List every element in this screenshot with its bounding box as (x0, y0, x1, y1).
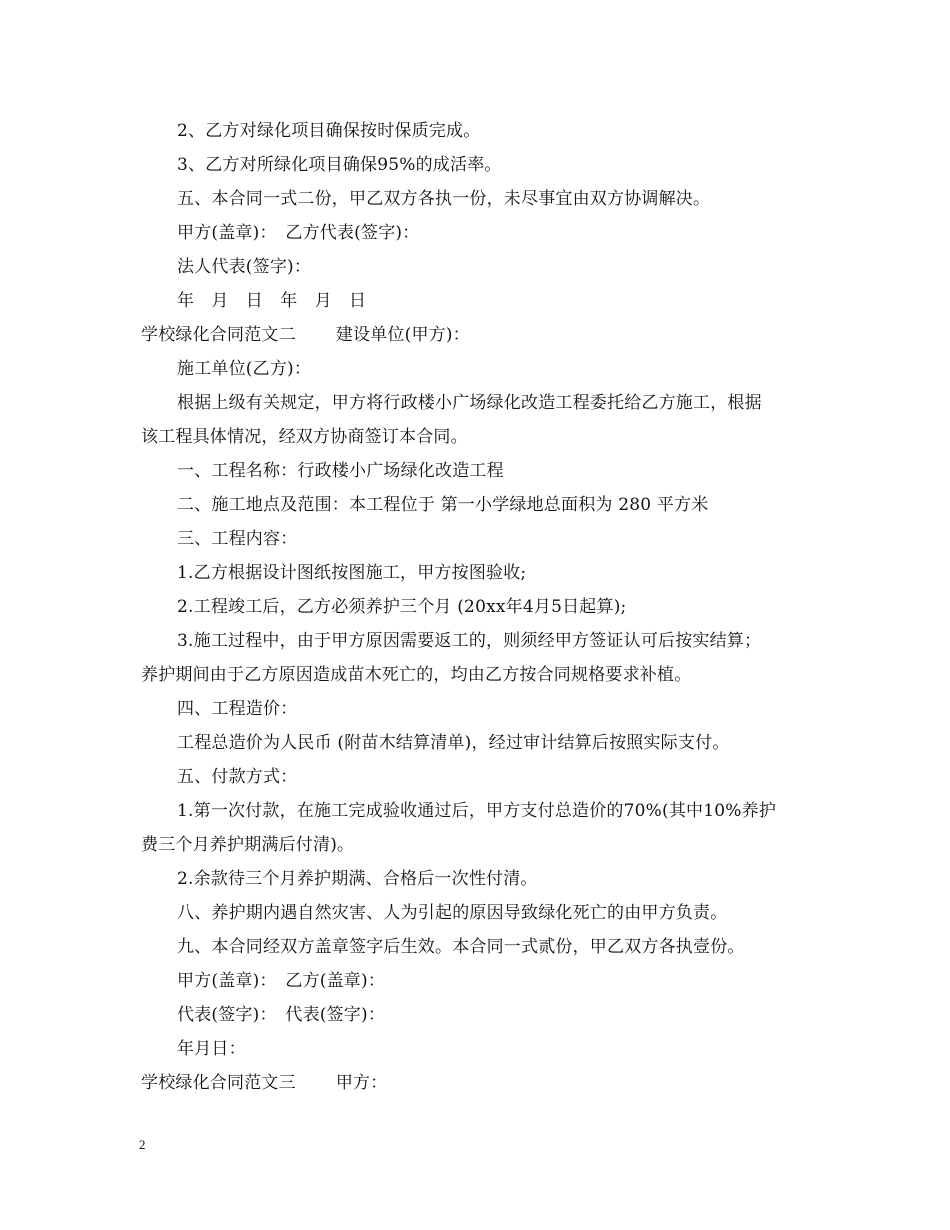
clause-line: 三、工程内容： (177, 529, 298, 549)
clause-line: 工程总造价为人民币 (附苗木结算清单)，经过审计结算后按照实际支付。 (177, 733, 730, 753)
clause-line: 1.第一次付款，在施工完成验收通过后，甲方支付总造价的70%(其中10%养护 (177, 801, 777, 821)
clause-line: 2.余款待三个月养护期满、合格后一次性付清。 (177, 869, 538, 889)
clause-line: 2.工程竣工后，乙方必须养护三个月 (20xx年4月5日起算); (177, 597, 627, 617)
signature-line: 代表(签字)： 代表(签字)： (177, 1005, 386, 1025)
section-title: 学校绿化合同范文二 (141, 325, 296, 345)
party-a-label: 甲方： (335, 1073, 388, 1093)
signature-line: 甲方(盖章)： 乙方(盖章)： (177, 971, 386, 991)
paragraph-line: 根据上级有关规定，甲方将行政楼小广场绿化改造工程委托给乙方施工，根据 (177, 393, 762, 413)
body-line: 五、本合同一式二份，甲乙双方各执一份，未尽事宜由双方协调解决。 (177, 189, 711, 209)
signature-line: 甲方(盖章)： 乙方代表(签字)： (177, 223, 420, 243)
section-title: 学校绿化合同范文三 (141, 1073, 296, 1093)
clause-line: 养护期间由于乙方原因造成苗木死亡的，均由乙方按合同规格要求补植。 (141, 665, 692, 685)
clause-line: 3.施工过程中，由于甲方原因需要返工的，则须经甲方签证认可后按实结算； (177, 631, 762, 651)
party-a-label: 建设单位(甲方)： (335, 325, 470, 345)
date-line: 年 月 日 年 月 日 (177, 291, 367, 311)
section-title-line (141, 1072, 387, 1094)
clause-line: 1.乙方根据设计图纸按图施工，甲方按图验收; (177, 563, 527, 583)
party-b-label: 施工单位(乙方)： (177, 359, 312, 379)
body-line: 2、乙方对绿化项目确保按时保质完成。 (177, 121, 481, 141)
clause-line: 二、施工地点及范围：本工程位于 第一小学绿地总面积为 280 平方米 (177, 495, 709, 515)
clause-line: 一、工程名称：行政楼小广场绿化改造工程 (177, 461, 504, 481)
page-number: 2 (139, 1137, 146, 1152)
clause-line: 四、工程造价： (177, 699, 298, 719)
section-title-line (141, 324, 470, 346)
body-line: 3、乙方对所绿化项目确保95%的成活率。 (177, 155, 502, 175)
date-line: 年月日： (177, 1039, 246, 1059)
clause-line: 五、付款方式： (177, 767, 298, 787)
clause-line: 九、本合同经双方盖章签字后生效。本合同一式贰份，甲乙双方各执壹份。 (177, 937, 745, 957)
paragraph-line: 该工程具体情况，经双方协商签订本合同。 (141, 427, 468, 447)
clause-line: 费三个月养护期满后付清)。 (141, 835, 355, 855)
clause-line: 八、养护期内遇自然灾害、人为引起的原因导致绿化死亡的由甲方负责。 (177, 903, 728, 923)
signature-line: 法人代表(签字)： (177, 257, 312, 277)
